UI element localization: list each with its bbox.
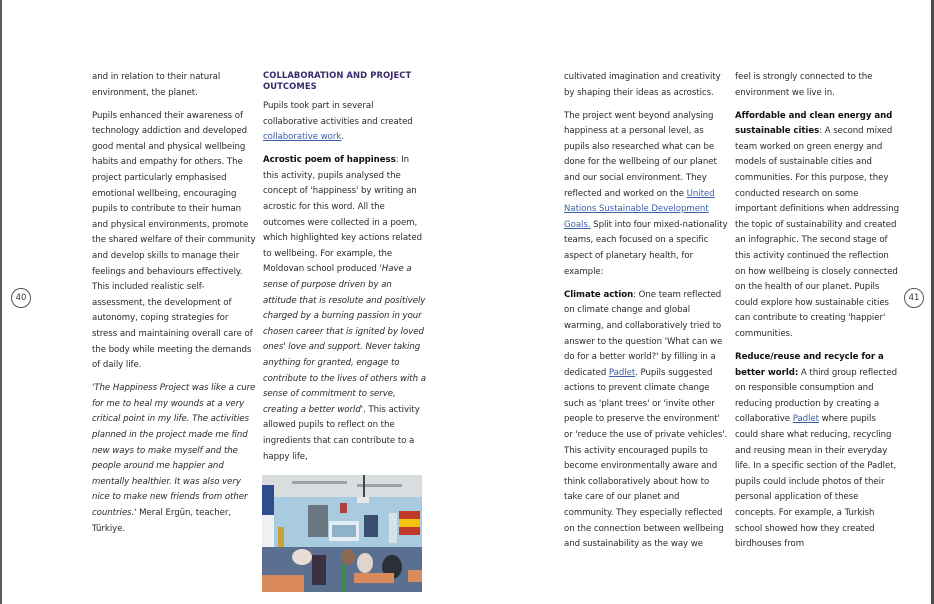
text: . Pupils suggested actions to prevent climate change such as 'plant trees' or 'invite other people to preserve the environment' or 'reduce the use of private vehicles'. This activity encouraged pupils to become environmentally aware and think collaboratively about how to take care of our planet and community. They especially reflected on the connection between wellbeing and sustainability as the way we	[564, 367, 728, 550]
paragraph: Pupils enhanced their awareness of technology addiction and developed good mental and physical wellbeing habits and empathy for others. The project particularly emphasised emotional wellbeing, encouraging pupils to contribute to their human and physical environments, promote the shared welfare of their community and develop skills to manage their feelings and behaviours effectively. This included realistic self-assessment, the development of autonomy, coping strategies for stress and maintaining overall care of the body while meeting the demands of daily life.	[92, 110, 256, 371]
text: : One team reflected on climate change and global warming, and collaboratively tried to answer to the question 'What can we do for a better world?' by filling in a dedicated	[564, 289, 723, 378]
subheading-climate-action: Climate action	[564, 289, 634, 300]
subheading-reduce-reuse: Reduce/reuse and recycle for a better world:	[735, 352, 884, 378]
classroom-photo	[262, 475, 422, 592]
page-number-right: 41	[904, 288, 924, 308]
paragraph: and in relation to their natural environment, the planet.	[92, 72, 221, 98]
text: Split into four mixed-nationality teams, each focused on a specific aspect of planetary health, for example:	[564, 219, 728, 277]
un-sdg-link[interactable]: United Nations Sustainable Development Goals.	[564, 188, 715, 230]
paragraph: feel is strongly connected to the environment we live in.	[735, 72, 873, 98]
paragraph: cultivated imagination and creativity by shaping their ideas as acrostics.	[564, 72, 721, 98]
text: . This activity allowed pupils to reflect on the ingredients that can contribute to a happy life,	[263, 404, 420, 462]
column-1	[92, 70, 256, 545]
padlet-link-recycle[interactable]: Padlet	[792, 414, 819, 425]
text: : In this activity, pupils analysed the concept of 'happiness' by writing an acrostic for this word. All the outcomes were collected in a poem, which highlighted key actions related to wellbeing. For example, the Moldovan school produced	[263, 155, 423, 275]
text: The project went beyond analysing happiness at a personal level, as pupils also researched what can be done for the wellbeing of our planet and our social environment. They reflected and worked on the	[564, 110, 717, 199]
quote-attribution: Meral Ergün, teacher, Türkiye.	[92, 508, 232, 534]
quote-text: 'The Happiness Project was like a cure for me to heal my wounds at a very critical point in my life. The activities planned in the project made me find new ways to make myself and the people around me happier and mentally healthier. It was also very nice to make new friends from other countries.'	[92, 383, 256, 519]
text: where pupils could share what reducing, recycling and reusing mean in their everyday life. In a specific section of the Padlet, pupils could include photos of their personal application of these concepts. For example, a Turkish school showed how they created birdhouses from	[735, 414, 897, 550]
section-heading: COLLABORATION AND PROJECT OUTCOMES	[263, 70, 412, 91]
column-3	[564, 70, 730, 560]
text: Pupils took part in several collaborative activities and created	[263, 101, 413, 127]
poem-quote: 'Have a sense of purpose driven by an attitude that is resolute and positively charged by a burning passion in your chosen career that is ignited by loved ones' love and support. Never taking anything for granted, engage to contribute to the lives of others with a sense of commitment to serve, creating a better world'	[263, 264, 426, 415]
paragraph	[735, 350, 899, 553]
subheading-clean-energy: Affordable and clean energy and sustainable cities	[735, 110, 893, 137]
text: .	[341, 132, 344, 143]
text: : A second mixed team worked on green energy and models of sustainable cities and communities. For this purpose, they conducted research on some important definitions when addressing the topic of sustainability and created an infographic. The second stage of this activity continued the reflection on how wellbeing is closely connected on the health of our planet. Pupils could explore how sustainable cities can contribute to creating 'happier' communities.	[735, 126, 899, 339]
paragraph	[263, 153, 427, 465]
left-edge-border	[0, 0, 2, 604]
page-number-left: 40	[11, 288, 31, 308]
paragraph	[564, 109, 730, 281]
teacher-quote	[92, 381, 256, 537]
subheading-acrostic: Acrostic poem of happiness	[263, 155, 396, 166]
collaborative-work-link[interactable]: collaborative work	[263, 132, 342, 143]
padlet-link-climate[interactable]: Padlet	[608, 367, 636, 378]
column-4	[735, 70, 899, 560]
paragraph	[263, 99, 427, 146]
paragraph	[735, 109, 899, 343]
paragraph	[564, 288, 730, 553]
text: A third group reflected on responsible consumption and reducing production by creating a collaborative	[735, 367, 898, 425]
column-2	[263, 70, 427, 473]
